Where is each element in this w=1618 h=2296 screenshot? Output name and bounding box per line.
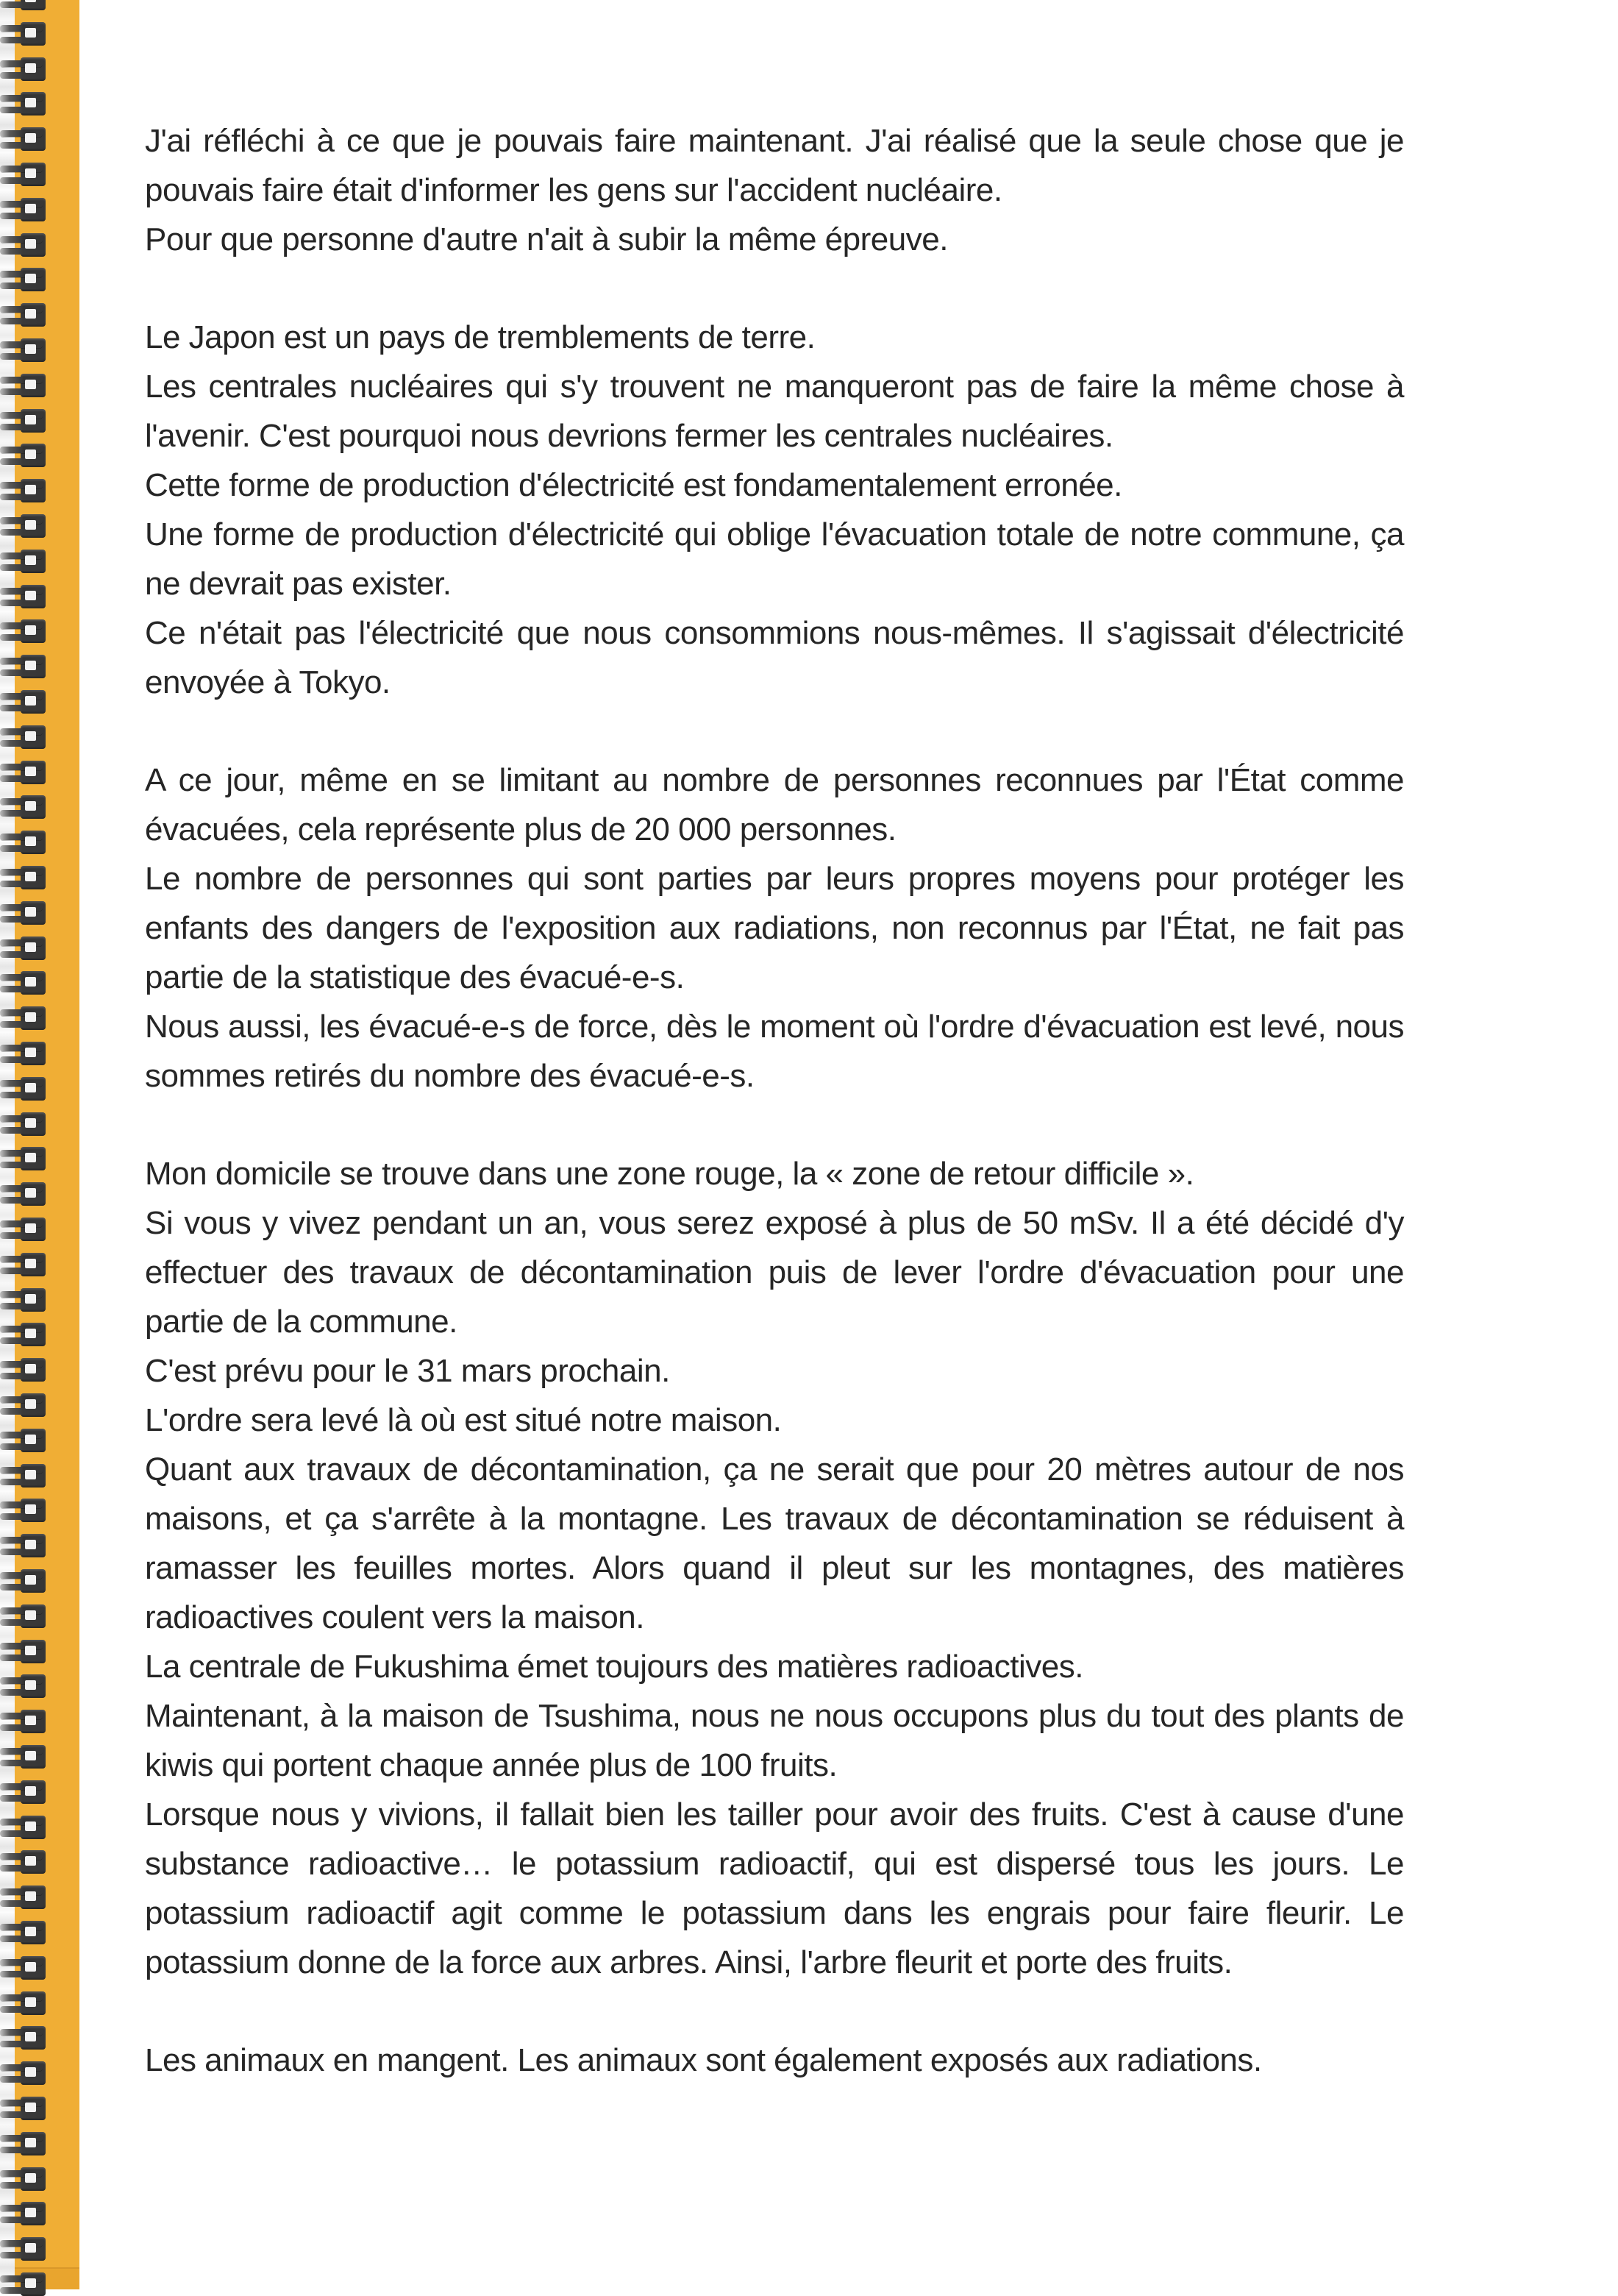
coil-hole — [25, 520, 36, 530]
binding-coil — [0, 973, 47, 994]
coil-wire — [0, 1924, 43, 1930]
binding-coil — [0, 60, 47, 80]
coil-wire — [0, 1572, 43, 1579]
paragraph: L'ordre sera levé là où est situé notre maison. — [145, 1402, 782, 1438]
coil-wire — [0, 1501, 43, 1508]
binding-coil — [0, 1818, 47, 1838]
binding-coil — [0, 1149, 47, 1170]
coil-wire — [0, 634, 38, 641]
paragraph: Pour que personne d'autre n'ait à subir la même épreuve. — [145, 221, 948, 257]
coil-hole — [25, 380, 36, 389]
binding-coil — [0, 1044, 47, 1065]
binding-coil — [0, 1115, 47, 1135]
binding-coil — [0, 1607, 47, 1627]
coil-wire — [0, 95, 43, 102]
coil-hole — [25, 907, 36, 917]
binding-coil — [0, 1642, 47, 1663]
coil-hole — [25, 1048, 36, 1057]
coil-hole — [25, 1083, 36, 1092]
binding-coil — [0, 552, 47, 572]
coil-hole — [25, 1610, 36, 1620]
coil-wire — [0, 142, 38, 149]
coil-hole — [25, 485, 36, 494]
binding-coil — [0, 903, 47, 924]
coil-hole — [25, 1891, 36, 1901]
coil-hole — [25, 1188, 36, 1198]
coil-wire — [0, 1, 38, 8]
coil-wire — [0, 107, 38, 113]
coil-wire — [0, 1959, 43, 1966]
coil-hole — [25, 767, 36, 776]
paragraph: Le Japon est un pays de tremblements de terre. — [145, 319, 816, 355]
coil-wire — [0, 1607, 43, 1614]
coil-hole — [25, 2032, 36, 2041]
coil-wire — [0, 201, 43, 207]
binding-coil — [0, 2169, 47, 2190]
coil-wire — [0, 377, 43, 383]
binding-coil — [0, 1888, 47, 1908]
coil-hole — [25, 731, 36, 741]
coil-hole — [25, 449, 36, 459]
coil-hole — [25, 1646, 36, 1655]
binding-coil — [0, 305, 47, 326]
coil-wire — [0, 282, 38, 289]
binding-coil — [0, 2239, 47, 2260]
binding-coil — [0, 1360, 47, 1381]
coil-wire — [0, 1724, 38, 1731]
coil-hole — [25, 1680, 36, 1690]
coil-hole — [25, 625, 36, 635]
coil-hole — [25, 1504, 36, 1514]
coil-hole — [25, 63, 36, 73]
coil-hole — [25, 415, 36, 424]
binding-coil — [0, 129, 47, 150]
coil-hole — [25, 2103, 36, 2112]
coil-wire — [0, 213, 38, 219]
coil-hole — [25, 98, 36, 107]
paragraph-block — [145, 313, 1404, 707]
binding-coil — [0, 1783, 47, 1803]
coil-hole — [25, 872, 36, 881]
paragraph-block — [145, 756, 1404, 1101]
coil-wire — [0, 412, 43, 419]
coil-wire — [0, 834, 43, 840]
coil-wire — [0, 236, 43, 243]
binding-coil — [0, 1009, 47, 1029]
coil-hole — [25, 1786, 36, 1796]
coil-hole — [25, 1716, 36, 1725]
coil-wire — [0, 564, 38, 571]
binding-coil — [0, 1958, 47, 1979]
coil-wire — [0, 1655, 38, 1661]
coil-wire — [0, 1150, 43, 1156]
binding-coil — [0, 763, 47, 783]
coil-wire — [0, 1115, 43, 1122]
coil-wire — [0, 1080, 43, 1087]
paragraph: C'est prévu pour le 31 mars prochain. — [145, 1353, 670, 1389]
binding-coil — [0, 657, 47, 678]
coil-wire — [0, 728, 43, 735]
coil-hole — [25, 2208, 36, 2217]
coil-wire — [0, 1936, 38, 1942]
paragraph-block — [145, 116, 1404, 264]
coil-wire — [0, 1268, 38, 1274]
coil-wire — [0, 1888, 43, 1895]
binding-coil — [0, 235, 47, 256]
coil-wire — [0, 248, 38, 255]
binding-coil — [0, 165, 47, 185]
coil-wire — [0, 1443, 38, 1450]
coil-wire — [0, 904, 43, 911]
coil-hole — [25, 168, 36, 178]
coil-hole — [25, 696, 36, 705]
coil-hole — [25, 1329, 36, 1338]
coil-wire — [0, 1689, 38, 1696]
coil-wire — [0, 2217, 38, 2223]
coil-hole — [25, 1435, 36, 1444]
spiral-binding — [0, 0, 81, 2289]
coil-hole — [25, 274, 36, 283]
coil-wire — [0, 1994, 43, 2001]
coil-wire — [0, 1713, 43, 1719]
coil-hole — [25, 1470, 36, 1479]
coil-hole — [25, 661, 36, 670]
binding-coil — [0, 1290, 47, 1311]
coil-hole — [25, 2067, 36, 2077]
paragraph: J'ai réfléchi à ce que je pouvais faire maintenant. J'ai réalisé que la seule chose que je pouvais faire était d'informer les gens sur l'accident nucléaire. — [145, 123, 1404, 208]
coil-wire — [0, 1127, 38, 1134]
binding-coil — [0, 1220, 47, 1240]
coil-wire — [0, 2287, 38, 2294]
binding-coil — [0, 376, 47, 397]
coil-wire — [0, 1479, 38, 1485]
paragraph: A ce jour, même en se limitant au nombre de personnes reconnues par l'État comme évacuées, cela représente plus de 20 000 personnes. — [145, 762, 1404, 847]
binding-coil — [0, 270, 47, 291]
binding-coil — [0, 1079, 47, 1100]
coil-wire — [0, 353, 38, 360]
binding-coil — [0, 1396, 47, 1416]
coil-wire — [0, 1619, 38, 1626]
coil-wire — [0, 458, 38, 465]
paragraph: Maintenant, à la maison de Tsushima, nous ne nous occupons plus du tout des plants de kiwis qui portent chaque année plus de 100 fruits. — [145, 1698, 1404, 1783]
coil-wire — [0, 1432, 43, 1438]
coil-wire — [0, 1900, 38, 1907]
paragraph: Lorsque nous y vivions, il fallait bien les tailler pour avoir des fruits. C'est à cause d'une substance radioactive… le potassium radioactif, qui est dispersé tous les jours. Le potassium radioactif agit comme le potassium dans les engrais pour faire fleurir. Le potassium donne de la force aux arbres. Ainsi, l'arbre fleurit et porte des fruits. — [145, 1796, 1404, 1980]
coil-wire — [0, 2029, 43, 2036]
coil-hole — [25, 1962, 36, 1972]
coil-wire — [0, 1291, 43, 1298]
coil-wire — [0, 1865, 38, 1872]
coil-hole — [25, 801, 36, 811]
coil-wire — [0, 318, 38, 324]
binding-coil — [0, 797, 47, 818]
binding-coil — [0, 481, 47, 502]
coil-wire — [0, 1549, 38, 1555]
coil-hole — [25, 1575, 36, 1585]
binding-coil — [0, 24, 47, 45]
coil-wire — [0, 1748, 43, 1755]
coil-wire — [0, 2041, 38, 2047]
binding-coil — [0, 1255, 47, 1276]
coil-wire — [0, 1045, 43, 1051]
coil-hole — [25, 344, 36, 354]
binding-coil — [0, 868, 47, 889]
coil-wire — [0, 447, 43, 453]
coil-hole — [25, 1540, 36, 1549]
coil-wire — [0, 2147, 38, 2153]
coil-wire — [0, 693, 43, 700]
binding-coil — [0, 446, 47, 466]
coil-wire — [0, 2006, 38, 2013]
binding-coil — [0, 516, 47, 537]
coil-wire — [0, 1197, 38, 1204]
coil-wire — [0, 810, 38, 817]
coil-wire — [0, 2064, 43, 2071]
coil-wire — [0, 2182, 38, 2189]
coil-hole — [25, 977, 36, 987]
binding-coil — [0, 94, 47, 115]
binding-coil — [0, 2064, 47, 2084]
coil-hole — [25, 1856, 36, 1866]
binding-coil — [0, 587, 47, 608]
coil-wire — [0, 271, 43, 277]
coil-wire — [0, 740, 38, 747]
coil-hole — [25, 28, 36, 38]
coil-wire — [0, 1853, 43, 1860]
coil-wire — [0, 166, 43, 172]
coil-wire — [0, 341, 43, 348]
binding-coil — [0, 1747, 47, 1768]
binding-coil — [0, 1431, 47, 1451]
coil-wire — [0, 72, 38, 79]
coil-wire — [0, 600, 38, 606]
coil-wire — [0, 1760, 38, 1766]
coil-hole — [25, 2243, 36, 2253]
coil-wire — [0, 2275, 43, 2282]
coil-wire — [0, 388, 38, 395]
coil-wire — [0, 1373, 38, 1379]
coil-wire — [0, 1408, 38, 1415]
paragraph: Nous aussi, les évacué-e-s de force, dès le moment où l'ordre d'évacuation est levé, nous sommes retirés du nombre des évacué-e-s. — [145, 1009, 1404, 1094]
coil-hole — [25, 2138, 36, 2147]
coil-wire — [0, 1009, 43, 1016]
coil-wire — [0, 2135, 43, 2142]
binding-coil — [0, 1571, 47, 1592]
coil-wire — [0, 798, 43, 805]
coil-wire — [0, 1021, 38, 1028]
coil-wire — [0, 1677, 43, 1684]
coil-wire — [0, 177, 38, 184]
coil-wire — [0, 775, 38, 782]
coil-wire — [0, 669, 38, 676]
coil-hole — [25, 2278, 36, 2288]
binding-coil — [0, 341, 47, 361]
coil-wire — [0, 658, 43, 664]
binding-coil — [0, 1325, 47, 1346]
paragraph: Si vous y vivez pendant un an, vous serez exposé à plus de 50 mSv. Il a été décidé d'y effectuer des travaux de décontamination puis de lever l'ordre d'évacuation pour une partie de la commune. — [145, 1205, 1404, 1340]
coil-wire — [0, 529, 38, 536]
binding-coil — [0, 2204, 47, 2225]
coil-wire — [0, 2252, 38, 2258]
coil-wire — [0, 1092, 38, 1098]
paragraph: Quant aux travaux de décontamination, ça ne serait que pour 20 mètres autour de nos maisons, et ça s'arrête à la montagne. Les travaux de décontamination se réduisent à ramasser les feuilles mortes. Alors quand il pleut sur les montagnes, des matières radioactives coulent vers la maison. — [145, 1451, 1404, 1635]
coil-wire — [0, 1361, 43, 1368]
coil-hole — [25, 309, 36, 319]
binding-coil — [0, 1852, 47, 1873]
coil-hole — [25, 1821, 36, 1831]
coil-hole — [25, 1997, 36, 2007]
coil-wire — [0, 2076, 38, 2083]
binding-coil — [0, 2275, 47, 2295]
coil-hole — [25, 133, 36, 143]
coil-wire — [0, 60, 43, 67]
coil-wire — [0, 951, 38, 958]
coil-hole — [25, 1399, 36, 1409]
coil-hole — [25, 836, 36, 846]
coil-wire — [0, 588, 43, 594]
coil-hole — [25, 1294, 36, 1304]
coil-wire — [0, 974, 43, 981]
coil-hole — [25, 1364, 36, 1373]
coil-wire — [0, 1537, 43, 1543]
coil-wire — [0, 881, 38, 887]
binding-coil — [0, 2134, 47, 2155]
coil-hole — [25, 2173, 36, 2183]
coil-wire — [0, 2111, 38, 2118]
coil-wire — [0, 1185, 43, 1192]
binding-coil — [0, 1712, 47, 1732]
paragraph: Mon domicile se trouve dans une zone rouge, la « zone de retour difficile ». — [145, 1156, 1194, 1192]
coil-wire — [0, 845, 38, 852]
binding-coil — [0, 692, 47, 713]
coil-hole — [25, 1927, 36, 1936]
coil-hole — [25, 942, 36, 952]
coil-wire — [0, 1971, 38, 1977]
coil-hole — [25, 239, 36, 249]
coil-wire — [0, 1256, 43, 1262]
coil-wire — [0, 705, 38, 711]
coil-wire — [0, 1830, 38, 1837]
paragraph: Les animaux en mangent. Les animaux sont également exposés aux radiations. — [145, 2042, 1262, 2078]
coil-wire — [0, 1396, 43, 1403]
coil-hole — [25, 204, 36, 213]
coil-wire — [0, 1326, 43, 1332]
binding-coil — [0, 0, 47, 10]
text-blocks — [145, 116, 1404, 2085]
coil-wire — [0, 2205, 43, 2211]
coil-wire — [0, 306, 43, 313]
binding-coil — [0, 728, 47, 748]
paragraph: Une forme de production d'électricité qui oblige l'évacuation totale de notre commune, ça ne devrait pas exister. — [145, 516, 1404, 602]
coil-wire — [0, 2170, 43, 2177]
binding-coil — [0, 1501, 47, 1521]
coil-hole — [25, 1118, 36, 1128]
coil-wire — [0, 424, 38, 430]
coil-wire — [0, 1220, 43, 1227]
binding-coil — [0, 1677, 47, 1697]
coil-hole — [25, 0, 36, 2]
paragraph: La centrale de Fukushima émet toujours des matières radioactives. — [145, 1649, 1083, 1685]
coil-wire — [0, 869, 43, 875]
paragraph: Cette forme de production d'électricité est fondamentalement erronée. — [145, 467, 1122, 503]
binding-coil — [0, 1184, 47, 1205]
coil-hole — [25, 1751, 36, 1760]
coil-hole — [25, 1223, 36, 1233]
coil-wire — [0, 2100, 43, 2106]
coil-wire — [0, 37, 38, 43]
binding-coil — [0, 200, 47, 221]
binding-coil — [0, 2028, 47, 2049]
coil-wire — [0, 622, 43, 629]
coil-wire — [0, 764, 43, 770]
coil-wire — [0, 1467, 43, 1474]
paragraph-block — [145, 2036, 1404, 2085]
coil-wire — [0, 1513, 38, 1520]
binding-coil — [0, 833, 47, 853]
binding-coil — [0, 1536, 47, 1557]
coil-wire — [0, 1643, 43, 1649]
coil-wire — [0, 1783, 43, 1790]
binding-coil — [0, 939, 47, 959]
coil-wire — [0, 1056, 38, 1063]
coil-wire — [0, 939, 43, 946]
binding-coil — [0, 1994, 47, 2014]
coil-wire — [0, 1795, 38, 1802]
coil-wire — [0, 482, 43, 488]
binding-coil — [0, 1923, 47, 1944]
coil-wire — [0, 916, 38, 923]
coil-hole — [25, 1012, 36, 1022]
coil-wire — [0, 130, 43, 137]
coil-wire — [0, 1584, 38, 1591]
coil-wire — [0, 25, 43, 32]
coil-wire — [0, 1162, 38, 1168]
coil-hole — [25, 555, 36, 565]
coil-wire — [0, 517, 43, 524]
paragraph: Ce n'était pas l'électricité que nous consommions nous-mêmes. Il s'agissait d'électricité envoyée à Tokyo. — [145, 615, 1404, 700]
coil-wire — [0, 1232, 38, 1239]
coil-wire — [0, 2240, 43, 2247]
coil-hole — [25, 1153, 36, 1162]
coil-wire — [0, 1337, 38, 1344]
coil-wire — [0, 494, 38, 500]
paragraph: Le nombre de personnes qui sont parties par leurs propres moyens pour protéger les enfants des dangers de l'exposition aux radiations, non reconnus par l'État, ne fait pas partie de la statistique des évacué-e-s. — [145, 861, 1404, 995]
coil-hole — [25, 1259, 36, 1268]
binding-coil — [0, 622, 47, 642]
paragraph: Les centrales nucléaires qui s'y trouvent ne manqueront pas de faire la même chose à l'avenir. C'est pourquoi nous devrions fermer les centrales nucléaires. — [145, 369, 1404, 454]
binding-coil — [0, 411, 47, 432]
binding-coil — [0, 2099, 47, 2119]
coil-wire — [0, 986, 38, 992]
coil-wire — [0, 1303, 38, 1309]
coil-wire — [0, 1819, 43, 1825]
binding-coil — [0, 1466, 47, 1487]
paragraph-block — [145, 1149, 1404, 1987]
coil-hole — [25, 591, 36, 600]
coil-wire — [0, 552, 43, 559]
